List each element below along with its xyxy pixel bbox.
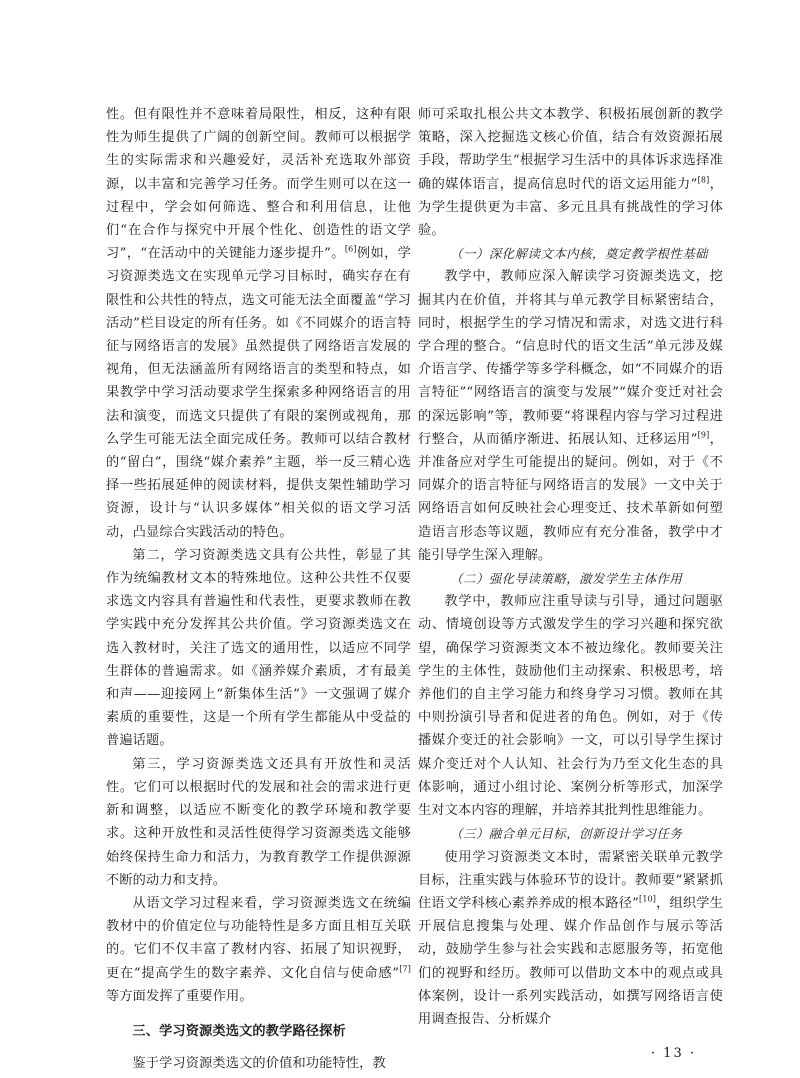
citation-ref: [8] [697, 175, 710, 185]
paragraph-text: 使用学习资源类文本时，需紧密关联单元教学目标，注重实践与体验环节的设计。教师要“紧紧抓住语文学科核心素养养成的根本路径” [418, 849, 723, 911]
section-heading: 三、学习资源类选文的教学路径探析 [132, 1023, 346, 1039]
page-number: · 13 · [650, 1046, 696, 1061]
paragraph-text: 性。但有限性并不意味着局限性，相反，这种有限性为师生提供了广阔的创新空间。教师可以根据学生的实际需求和兴趣爱好，灵活补充选取外部资源，以丰富和完善学习任务。而学生则可以在这一过程中，学会如何筛选、整合和利用信息，让他们“在合作与探究中开展个性化、创造性的语文学习”，“在活动中的关键能力逐步提升”。 [106, 107, 411, 262]
citation-ref: [9] [697, 430, 710, 440]
paragraph [106, 892, 411, 1008]
paragraph [106, 103, 411, 544]
paragraph-text: ，组织学生开展信息搜集与处理、媒介作品创作与展示等活动，鼓励学生参与社会实践和志愿服务等，拓宽他们的视野和经历。教师可以借助文本中的观点或具体案例，设计一系列实践活动，如撰写网络语言使用调查报告、分析媒介 [418, 895, 723, 1027]
paragraph: 第三，学习资源类选文还具有开放性和灵活性。它们可以根据时代的发展和社会的需求进行更新和调整，以适应不断变化的教学环境和教学要求。这种开放性和灵活性使得学习资源类选文能够始终保持生命力和活力，为教育教学工作提供源源不断的动力和支持。 [106, 756, 411, 888]
subsection-heading: （三）融合单元目标，创新设计学习任务 [450, 826, 683, 842]
paragraph: 第二，学习资源类选文具有公共性，彰显了其作为统编教材文本的特殊地位。这种公共性不仅要求选文内容具有普遍性和代表性，更要求教师在教学实践中充分发挥其公共价值。学习资源类选文在选入教材时，关注了选文的通用性，以适应不同学生群体的普遍需求。如《涵养媒介素质，才有最美和声——迎接网上“新集体生活”》一文强调了媒介素质的重要性，这是一个所有学生都能从中受益的普遍话题。 [106, 547, 411, 749]
paragraph [418, 846, 723, 1032]
paragraph-text: 师可采取扎根公共文本教学、积极拓展创新的教学策略，深入挖掘选文核心价值，结合有效资源拓展手段，帮助学生“根据学习生活中的具体诉求选择准确的媒体语言，提高信息时代的语文运用能力” [418, 107, 723, 192]
paragraph [418, 103, 723, 242]
paragraph: 鉴于学习资源类选文的价值和功能特性，教 [132, 1056, 386, 1072]
subsection-heading: （一）深化解读文本内核，奠定教学根性基础 [450, 246, 709, 262]
subsection-heading: （二）强化导读策略，激发学生主体作用 [450, 571, 683, 587]
paragraph: 教学中，教师应注重导读与引导，通过问题驱动、情境创设等方式激发学生的学习兴趣和探究欲望，确保学习资源类文本不被边缘化。教师要关注学生的主体性，鼓励他们主动探索、积极思考，培养他们的自主学习能力和终身学习习惯。教师在其中则扮演引导者和促进者的角色。例如，对于《传播媒介变迁的社会影响》一文，可以引导学生探讨媒介变迁对个人认知、社会行为乃至文化生态的具体影响，通过小组讨论、案例分析等形式，加深学生对文本内容的理解，并培养其批判性思维能力。 [418, 594, 723, 819]
paragraph-text: 等方面发挥了重要作用。 [106, 988, 253, 1004]
paragraph-text: ，并准备应对学生可能提出的疑问。例如，对于《不同媒介的语言特征与网络语言的发展》一文中关于网络语言如何反映社会心理变迁、技术革新如何塑造语言形态等议题，教师应有充分准备，教学中才能引导学生深入理解。 [418, 431, 723, 563]
citation-ref: [7] [399, 964, 411, 974]
paragraph-text: 例如，学习资源类选文在实现单元学习目标时，确实存在有限性和公共性的特点，选文可能无法全面覆盖“学习活动”栏目设定的所有任务。如《不同媒介的语言特征与网络语言的发展》虽然提供了网络语言发展的视角，但无法涵盖所有网络语言的类型和特点，如果教学中学习活动要求学生探索多种网络语言的用法和演变，而选文只提供了有限的案例或视角，那么学生可能无法全面完成任务。教师可以结合教材的“留白”，围绕“媒介素养”主题，举一反三精心选择一些拓展延伸的阅读材料，提供支架性辅助学习资源，设计与“认识多媒体”相关似的语文学习活动，凸显综合实践活动的特色。 [106, 246, 411, 540]
paragraph-text: 教学中，教师应深入解读学习资源类选文，挖掘其内在价值，并将其与单元教学目标紧密结合，同时，根据学生的学习情况和需求，对选文进行科学合理的整合。“信息时代的语文生活”单元涉及媒介语言学、传播学等多学科概念，如“不同媒介的语言特征”“网络语言的演变与发展”“媒介变迁对社会的深远影响”等，教师要“将课程内容与学习过程进行整合，从而循序渐进、拓展认知、迁移运用” [418, 269, 723, 447]
citation-ref: [10] [639, 894, 657, 904]
citation-ref: [6] [344, 244, 357, 254]
paragraph [418, 265, 723, 567]
paragraph-text: 从语文学习过程来看，学习资源类选文在统编教材中的价值定位与功能特性是多方面且相互关联的。它们不仅丰富了教材内容、拓展了知识视野，更在“提高学生的数字素养、文化自信与使命感” [106, 895, 411, 981]
right-column [418, 103, 723, 1031]
left-column [106, 103, 411, 1075]
paragraph-text: ，为学生提供更为丰富、多元且具有挑战性的学习体验。 [418, 176, 723, 239]
